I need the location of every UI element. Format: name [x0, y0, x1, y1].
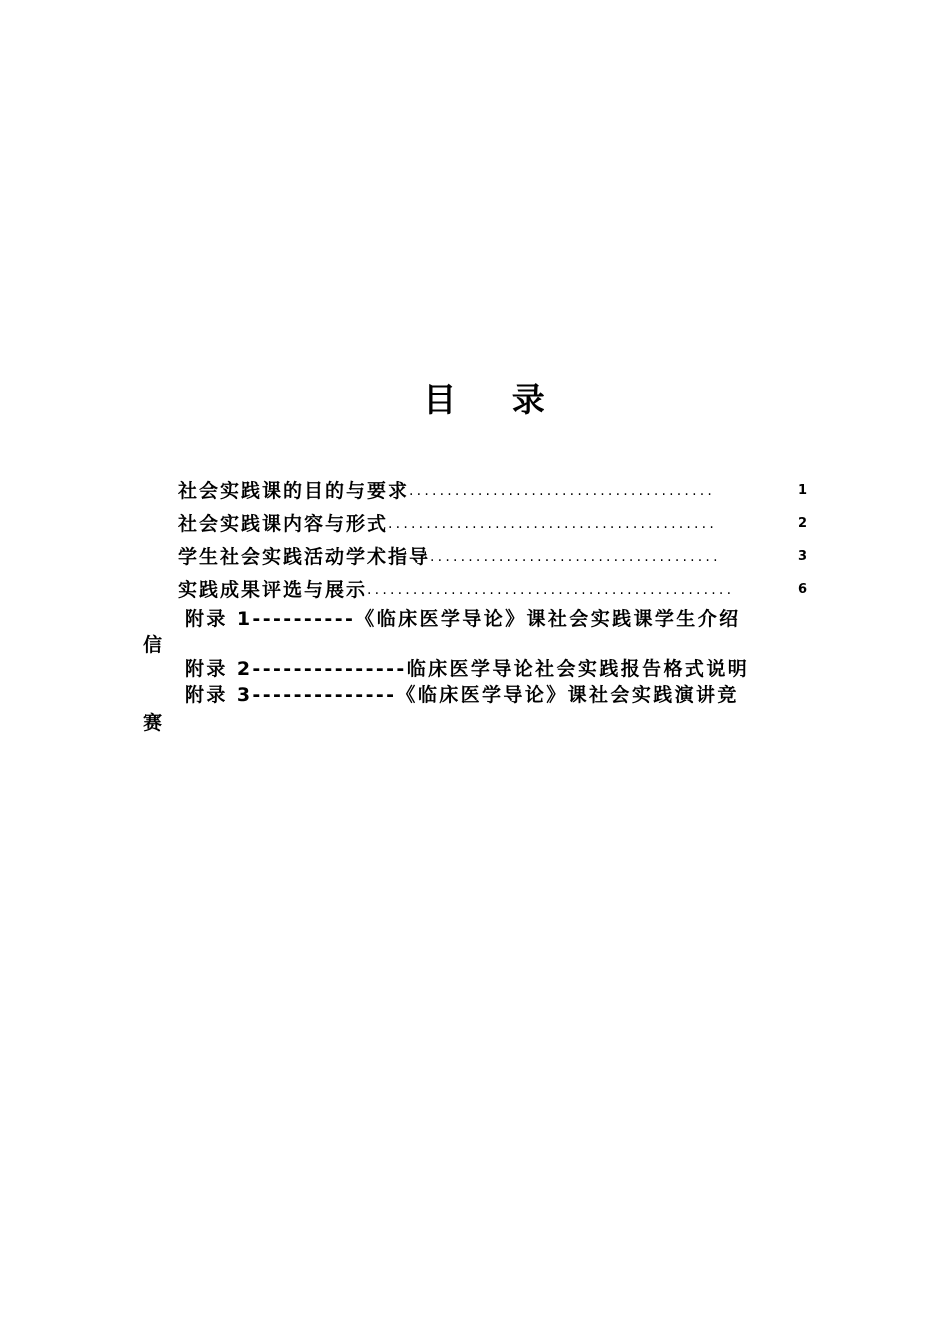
- toc-entry[interactable]: [178, 575, 807, 603]
- toc-entry[interactable]: [178, 542, 807, 570]
- toc-leader-dots: ...........................................: [388, 516, 717, 532]
- toc-entry[interactable]: [178, 476, 807, 504]
- toc-leader-dots: ........................................: [409, 483, 716, 499]
- toc-page-number: 3: [797, 549, 807, 564]
- appendix-wrap-text: 赛: [143, 712, 163, 734]
- toc-entry-label: 社会实践课内容与形式: [178, 513, 389, 535]
- toc-leader-dots: ................................................: [367, 582, 735, 598]
- toc-page-number: 1: [797, 483, 807, 498]
- toc-title: 目 录: [423, 380, 567, 419]
- toc-entry-label: 社会实践课的目的与要求: [178, 480, 410, 502]
- toc-page-number: 6: [797, 582, 807, 597]
- toc-page-number: 2: [797, 516, 807, 531]
- appendix-entry[interactable]: 附录 2---------------临床医学导论社会实践报告格式说明: [185, 658, 750, 680]
- appendix-entry[interactable]: 附录 1----------《临床医学导论》课社会实践课学生介绍: [185, 608, 741, 630]
- toc-entry-label: 学生社会实践活动学术指导: [178, 546, 431, 568]
- toc-leader-dots: ......................................: [430, 549, 721, 565]
- appendix-wrap-text: 信: [143, 634, 163, 656]
- appendix-entry[interactable]: 附录 3--------------《临床医学导论》课社会实践演讲竞: [185, 684, 739, 706]
- toc-entry-label: 实践成果评选与展示: [178, 579, 368, 601]
- toc-entry[interactable]: [178, 509, 807, 537]
